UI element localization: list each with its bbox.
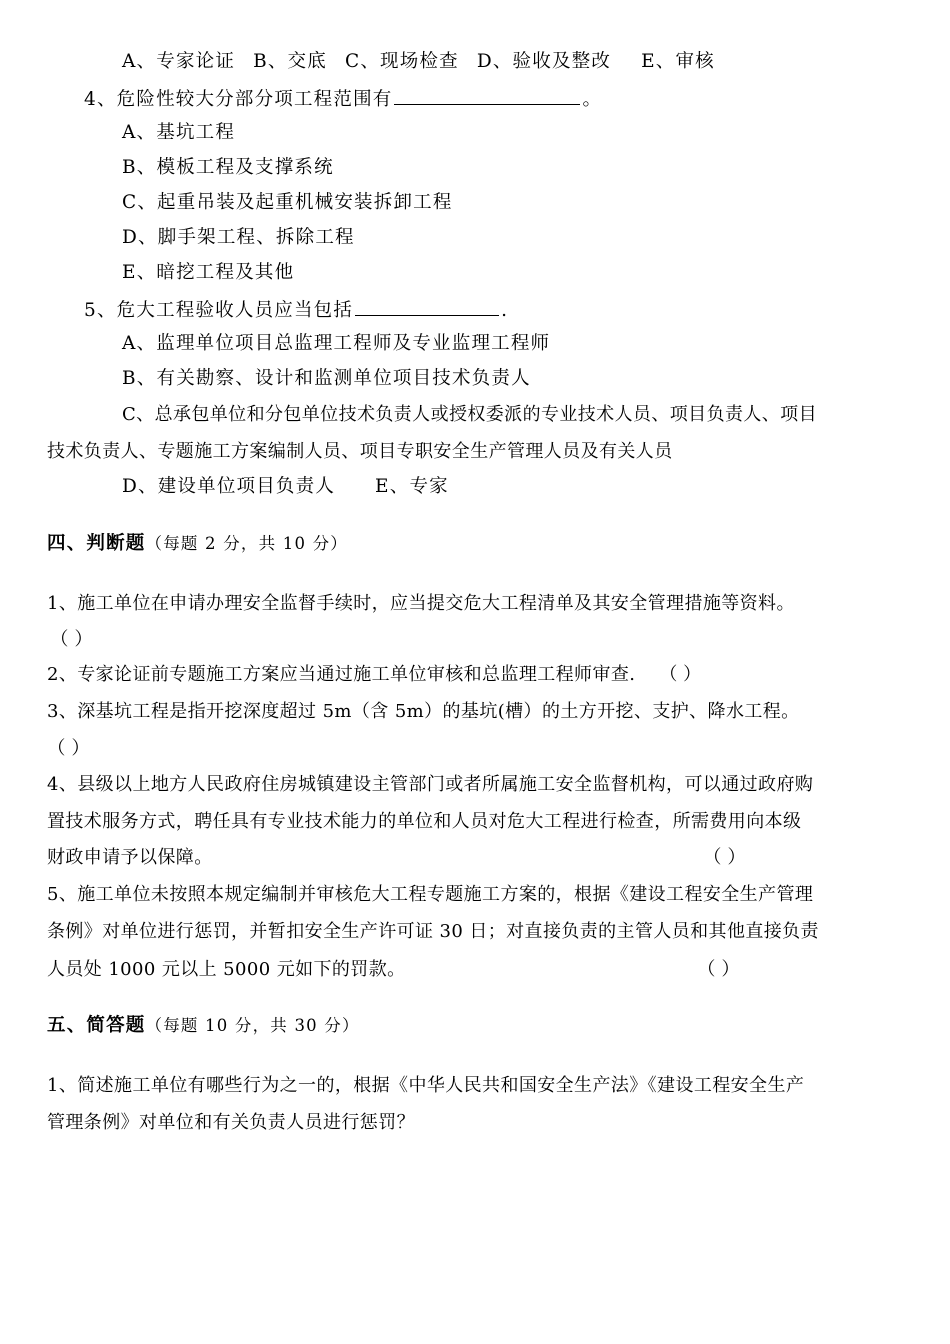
tf-q4-line1: 4、县级以上地方人民政府住房城镇建设主管部门或者所属施工安全监督机构，可以通过政府购 xyxy=(47,774,814,795)
q5-option-c-line1: C、总承包单位和分包单位技术负责人或授权委派的专业技术人员、项目负责人、项目 xyxy=(122,404,817,425)
q5-option-a: A、监理单位项目总监理工程师及专业监理工程师 xyxy=(122,333,551,354)
section5-title: 五、简答题 xyxy=(47,1015,146,1036)
section5-heading xyxy=(47,1014,360,1038)
q5-stem-end: . xyxy=(501,300,509,321)
tf-q1-line1: 1、施工单位在申请办理安全监督手续时，应当提交危大工程清单及其安全管理措施等资料。 xyxy=(47,593,795,614)
tf-q5-paren: （ ） xyxy=(697,959,740,980)
q5-option-e: E、专家 xyxy=(375,476,449,497)
section4-note: （每题 2 分，共 10 分） xyxy=(145,534,348,553)
tf-q5-line1: 5、施工单位未按照本规定编制并审核危大工程专题施工方案的，根据《建设工程安全生产管理 xyxy=(47,884,814,905)
sa-q1-line2: 管理条例》对单位和有关负责人员进行惩罚？ xyxy=(47,1112,415,1133)
tf-q1-paren: （ ） xyxy=(50,629,93,650)
q5-option-d: D、建设单位项目负责人 xyxy=(122,476,336,497)
q5-stem xyxy=(84,297,508,323)
tf-q4-paren: （ ） xyxy=(703,847,746,868)
q5-option-b: B、有关勘察、设计和监测单位项目技术负责人 xyxy=(122,368,531,389)
q5-stem-text: 5、危大工程验收人员应当包括 xyxy=(84,300,354,321)
q4-answer-blank xyxy=(394,86,580,105)
q5-options-de xyxy=(122,475,449,499)
q4-stem-end: 。 xyxy=(582,89,603,110)
tf-q5-line2: 条例》对单位进行惩罚，并暂扣安全生产许可证 30 日；对直接负责的主管人员和其他直接负责 xyxy=(47,921,819,942)
sa-q1-line1: 1、简述施工单位有哪些行为之一的，根据《中华人民共和国安全生产法》《建设工程安全生产 xyxy=(47,1075,805,1096)
tf-q5-line3: 人员处 1000 元以上 5000 元如下的罚款。 xyxy=(47,959,406,980)
tf-q3-line1: 3、深基坑工程是指开挖深度超过 5m（含 5m）的基坑(槽）的土方开挖、支护、降水工程。 xyxy=(47,701,800,722)
q4-option-b: B、模板工程及支撑系统 xyxy=(122,157,334,178)
tf-q2 xyxy=(47,663,701,687)
q4-stem xyxy=(84,86,602,112)
q4-option-c: C、起重吊装及起重机械安装拆卸工程 xyxy=(122,192,453,213)
q3-option-b: B、交底 xyxy=(253,51,327,72)
q5-answer-blank xyxy=(355,297,499,316)
tf-q2-paren: （ ） xyxy=(659,664,702,685)
q3-option-e: E、审核 xyxy=(641,51,715,72)
tf-q3-paren: （ ） xyxy=(47,738,90,759)
section4-heading xyxy=(47,532,348,556)
q3-option-c: C、现场检查 xyxy=(344,51,459,72)
q3-options-line xyxy=(122,50,715,74)
tf-q4-line2: 置技术服务方式，聘任具有专业技术能力的单位和人员对危大工程进行检查，所需费用向本级 xyxy=(47,811,802,832)
q3-option-a: A、专家论证 xyxy=(122,51,236,72)
tf-q4-line3: 财政申请予以保障。 xyxy=(47,847,213,868)
q4-option-a: A、基坑工程 xyxy=(122,122,236,143)
q3-option-d: D、验收及整改 xyxy=(476,51,612,72)
section4-title: 四、判断题 xyxy=(47,533,146,554)
q4-option-d: D、脚手架工程、拆除工程 xyxy=(122,227,355,248)
q4-stem-text: 4、危险性较大分部分项工程范围有 xyxy=(84,89,393,110)
q4-option-e: E、暗挖工程及其他 xyxy=(122,262,295,283)
section5-note: （每题 10 分，共 30 分） xyxy=(145,1016,360,1035)
q5-option-c-line2: 技术负责人、专题施工方案编制人员、项目专职安全生产管理人员及有关人员 xyxy=(47,441,673,462)
tf-q2-text: 2、专家论证前专题施工方案应当通过施工单位审核和总监理工程师审查. xyxy=(47,664,636,685)
